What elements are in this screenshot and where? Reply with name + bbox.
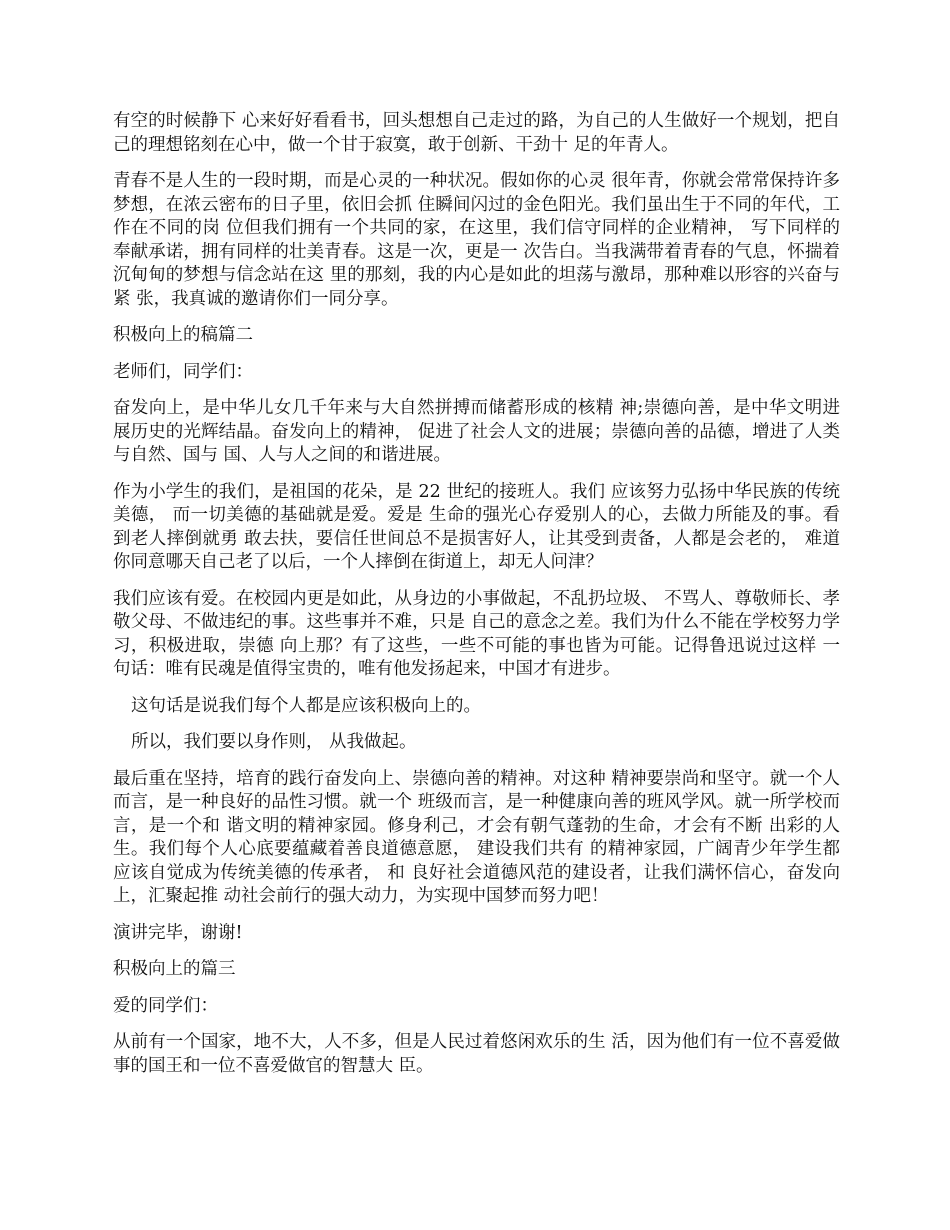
paragraph-meaning: 这句话是说我们每个人都是应该积极向上的。 [131, 695, 481, 716]
greeting-teachers-students: 老师们，同学们： [113, 361, 253, 382]
paragraph-persistence: 最后重在坚持，培育的践行奋发向上、崇德向善的精神。对这种 精神要崇尚和坚守。就一个人而言，是一种良好的品性习惯。就一个 班级而言，是一种健康向善的班风学风。就一所学校而言，是一个和 谐文明的精神家园。修身利己，才会有朝气蓬勃的生命，才会有不断 出彩的人生。我们每个人心底要蕴藏着善良道德意愿， 建设我们共有 的精神家园，广阔青少年学生都应该自觉成为传统美德的传承者， 和 良好社会道德风范的建设者，让我们满怀信心，奋发向上，汇聚起推 动社会前行的强大动力，为实现中国梦而努力吧！ [113, 768, 840, 906]
paragraph-love: 我们应该有爱。在校园内更是如此，从身边的小事做起，不乱扔垃圾、 不骂人、尊敬师长、孝敬父母、不做违纪的事。这些事并不难，只是 自己的意念之差。我们为什么不能在学校努力学习，积极进取，崇德 向上那？有了这些，一些不可能的事也皆为可能。记得鲁迅说过这样 一句话：唯有民魂是值得宝贵的，唯有他发扬起来，中国才有进步。 [113, 588, 840, 679]
paragraph-intro-study: 有空的时候静下 心来好好看看书，回头想想自己走过的路，为自己的人生做好一个规划，把自己的理想铭刻在心中，做一个甘于寂寞，敢于创新、干劲十 足的年青人。 [113, 111, 840, 155]
section-heading-part-two: 积极向上的稿篇二 [113, 325, 253, 345]
section-heading-part-three: 积极向上的篇三 [113, 959, 236, 979]
paragraph-pupils: 作为小学生的我们，是祖国的花朵，是 22 世纪的接班人。我们 应该努力弘扬中华民族的传统美德， 而一切美德的基础就是爱。爱是 生命的强光心存爱别人的心，去做力所能及的事。看到老人摔倒就勇 敢去扶，要信任世间总不是损害好人，让其受到责备，人都是会老的， 难道你同意哪天自己老了以后，一个人摔倒在街道上，却无人问津？ [113, 481, 840, 572]
document-page [113, 110, 840, 1091]
paragraph-youth: 青春不是人生的一段时期，而是心灵的一种状况。假如你的心灵 很年青，你就会常常保持许多梦想，在浓云密布的日子里，依旧会抓 住瞬间闪过的金色阳光。我们虽出生于不同的年代，工作在不同的岗 位但我们拥有一个共同的家，在这里，我们信守同样的企业精神， 写下同样的奉献承诺，拥有同样的壮美青春。这是一次，更是一 次告白。当我满带着青春的气息，怀揣着沉甸甸的梦想与信念站在这 里的那刻，我的内心是如此的坦荡与激昂，那种难以形容的兴奋与紧 张，我真诚的邀请你们一同分享。 [113, 171, 840, 309]
greeting-classmates: 爱的同学们： [113, 995, 218, 1016]
paragraph-striving-upward: 奋发向上，是中华儿女几千年来与大自然拼搏而储蓄形成的核精 神;崇德向善，是中华文明进展历史的光辉结晶。奋发向上的精神， 促进了社会人文的进展；崇德向善的品德，增进了人类与自然、国与 国、人与人之间的和谐进展。 [113, 398, 840, 465]
closing-thanks: 演讲完毕，谢谢! [113, 922, 243, 943]
paragraph-story-kingdom: 从前有一个国家，地不大，人不多，但是人民过着悠闲欢乐的生 活，因为他们有一位不喜爱做事的国王和一位不喜爱做官的智慧大 臣。 [113, 1032, 840, 1076]
paragraph-lead-by-example: 所以，我们要以身作则， 从我做起。 [131, 732, 417, 752]
